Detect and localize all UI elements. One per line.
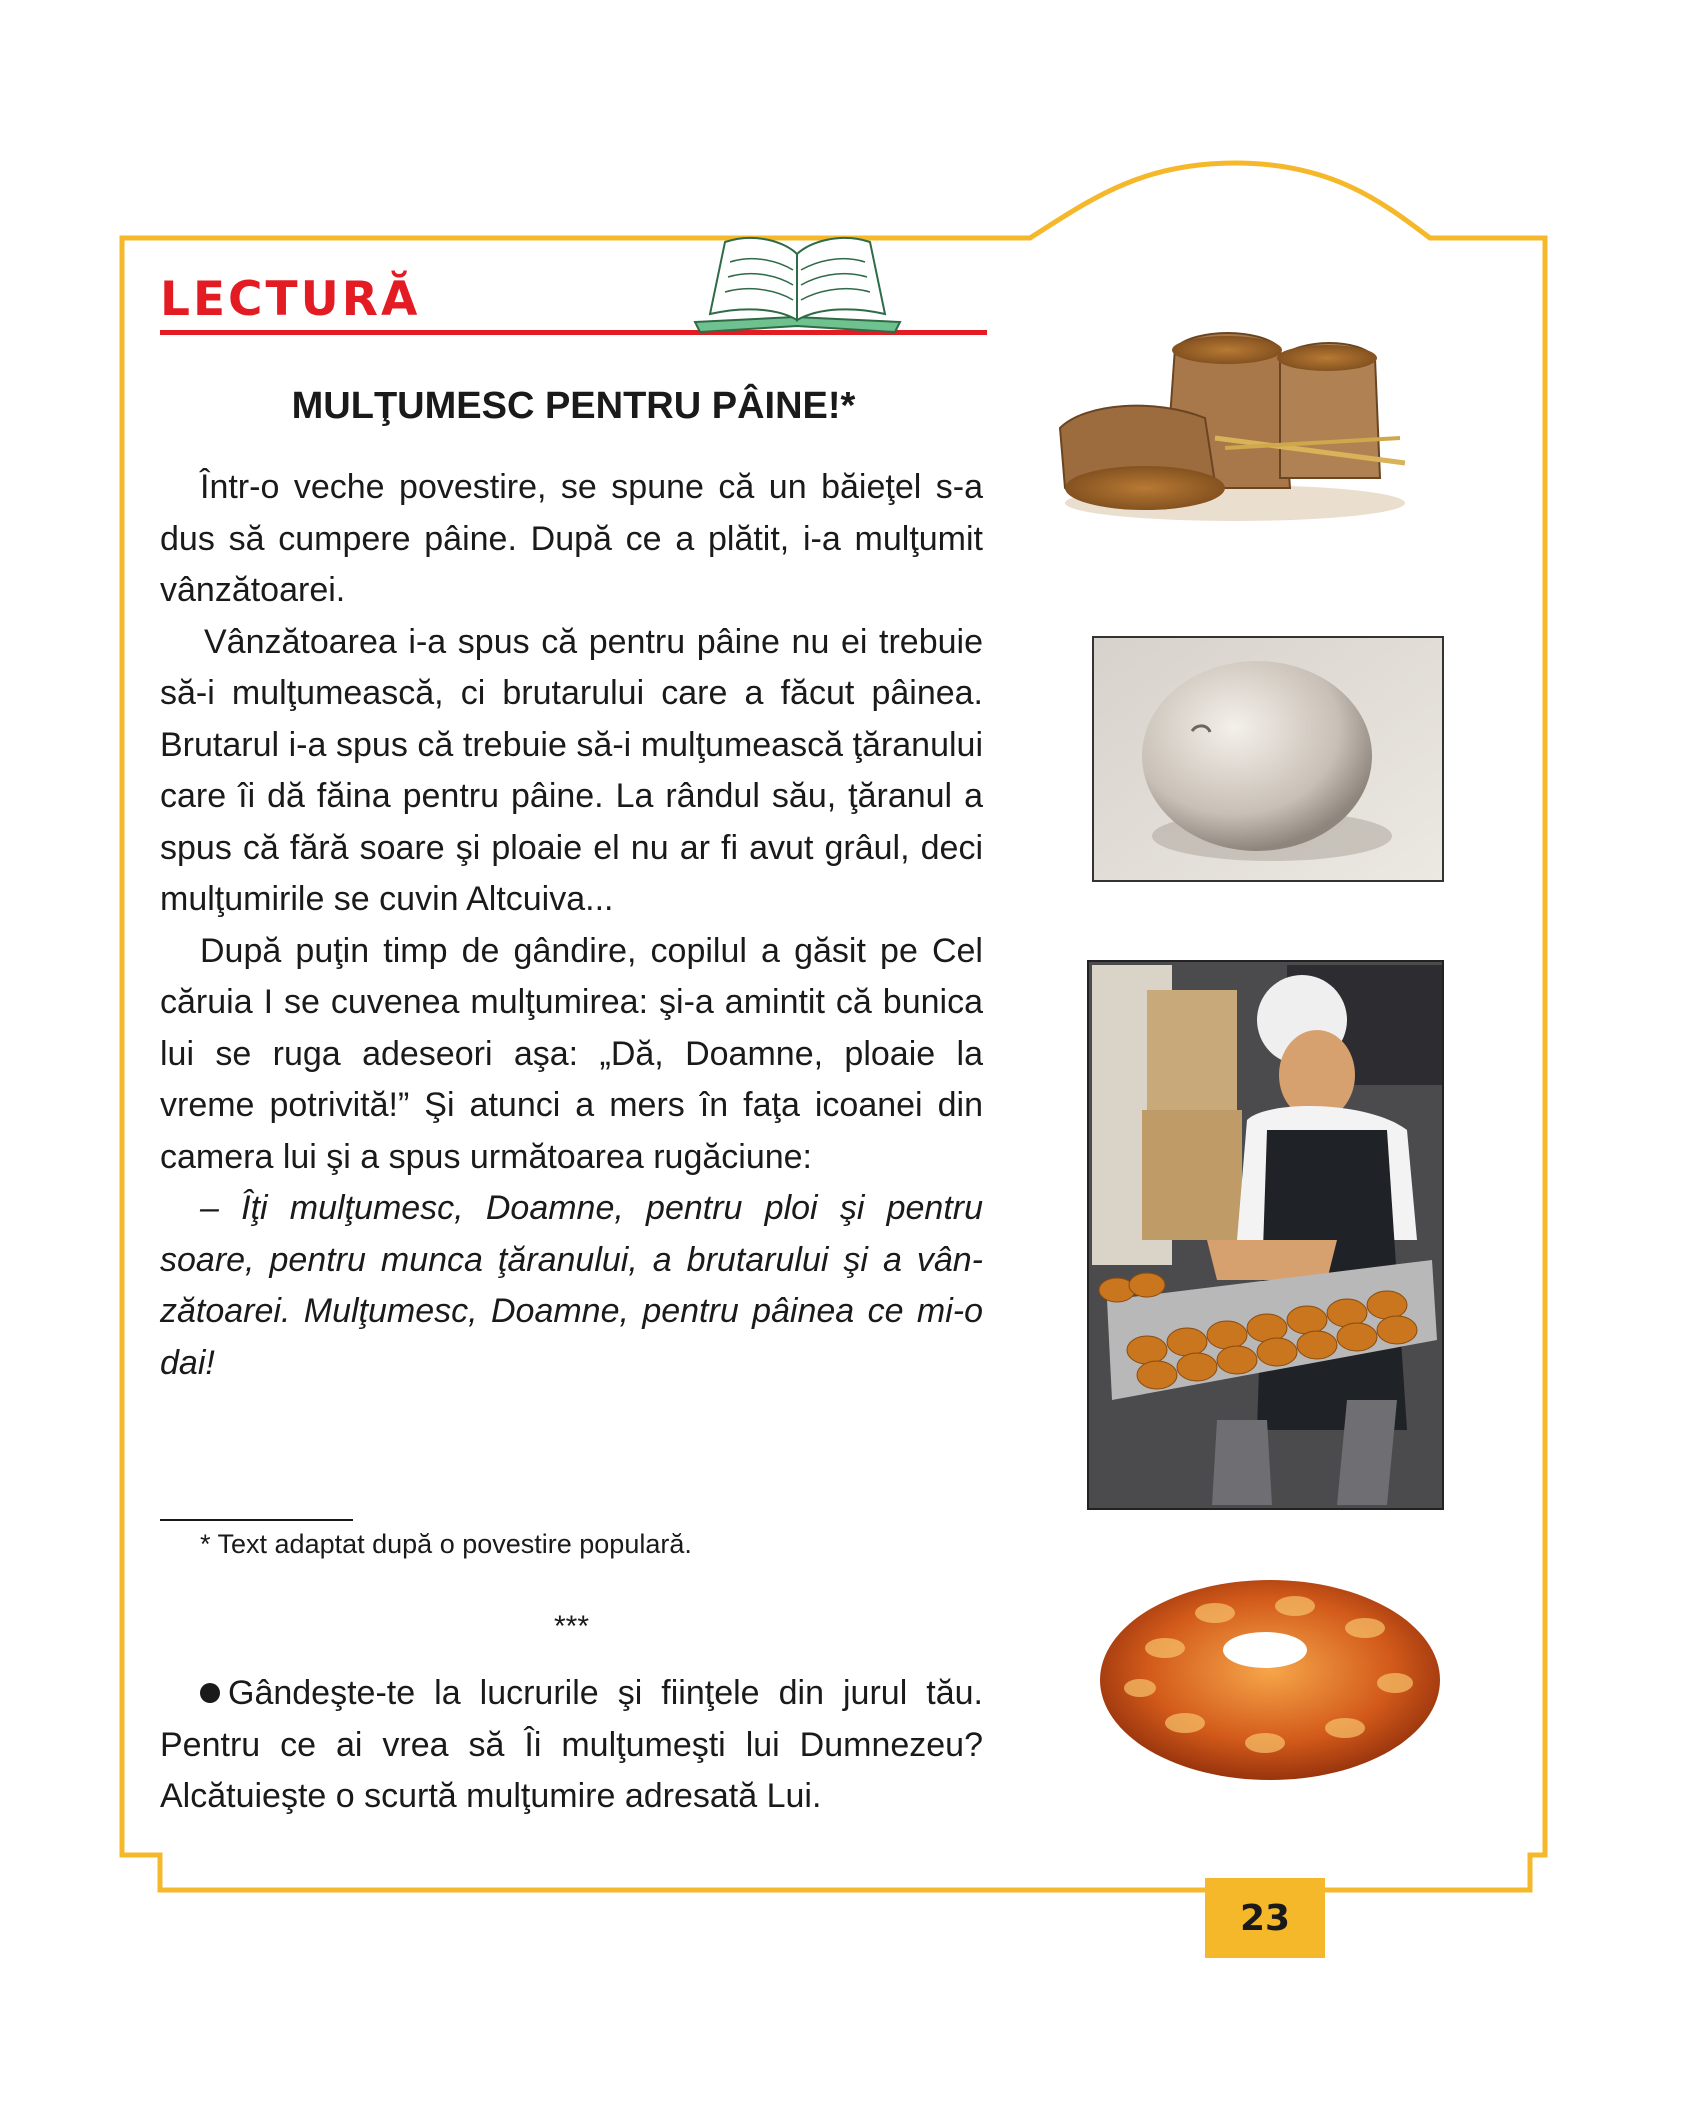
- prayer-paragraph: – Îţi mulţumesc, Doamne, pentru ploi şi pentru soare, pentru munca ţăranului, a brutarului şi a vânzătoarei. Mulţumesc, Doamne, pentru pâinea ce mi-o dai!: [160, 1189, 983, 1382]
- page-number: 23: [1205, 1878, 1325, 1958]
- story-paragraph: Vânzătoarea i-a spus că pentru pâine nu ei trebuie să-i mulţumească, ci brutarului care a făcut pâinea. Brutarul i-a spus că trebuie să-i mulţumească ţăranului care îi dă făina pentru pâine. La rândul său, ţăranul a spus că fără soare şi ploaie el nu ar fi avut grâul, deci mulţumirile se cuvin Altcuiva...: [160, 622, 983, 918]
- baker-image: [1087, 960, 1444, 1510]
- story-paragraph: Într-o veche povestire, se spune că un băieţel s-a dus să cumpere pâine. După ce a plătit, i-a mulţumit vânzătoarei.: [160, 468, 983, 609]
- grain-sacks-image: [1055, 318, 1415, 528]
- task-text: Gândeşte-te la lucrurile şi fiinţele din jurul tău. Pentru ce ai vrea să Îi mulţumeşti lui Dumnezeu? Alcătuieşte o scurtă mulţumire adresată Lui.: [160, 1674, 983, 1815]
- bullet-icon: [200, 1683, 220, 1703]
- section-label: LECTURĂ: [160, 272, 421, 327]
- task: [160, 1668, 983, 1823]
- bread-ring-image: [1095, 1568, 1445, 1788]
- footnote-rule: [160, 1519, 353, 1521]
- story-body: [160, 462, 983, 1389]
- dough-image: [1092, 636, 1444, 882]
- section-separator: ***: [553, 1610, 590, 1643]
- open-book-icon: [685, 222, 910, 340]
- story-title: MULŢUMESC PENTRU PÂINE!*: [291, 385, 856, 427]
- story-paragraph: După puţin timp de gândire, copilul a găsit pe Cel căruia I se cuvenea mulţumirea: şi-a amintit că bunica lui se ruga adeseori aşa: „Dă, Doamne, ploaie la vreme potrivită!” Şi atunci a mers în faţa icoanei din camera lui şi a spus următoarea rugăciune:: [160, 931, 983, 1176]
- footnote: * Text adaptat după o povestire populară.: [200, 1529, 692, 1559]
